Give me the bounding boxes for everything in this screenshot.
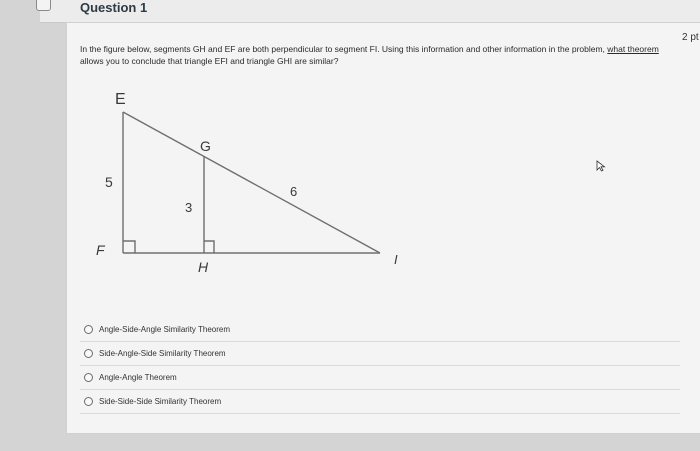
answer-option-sas[interactable] — [80, 342, 680, 366]
question-title: Question 1 — [80, 0, 148, 15]
right-angle-marker-f — [123, 241, 135, 253]
segment-ei — [123, 112, 380, 253]
answer-list — [80, 318, 680, 414]
radio-button[interactable] — [84, 325, 93, 334]
measure-gi: 6 — [290, 184, 298, 199]
mouse-cursor-icon — [596, 160, 606, 172]
measure-ef: 5 — [105, 174, 113, 190]
radio-button[interactable] — [84, 397, 93, 406]
label-e: E — [115, 91, 126, 108]
label-i: I — [394, 252, 398, 267]
radio-button[interactable] — [84, 349, 93, 358]
answer-label: Side-Angle-Side Similarity Theorem — [99, 349, 226, 358]
measure-gh: 3 — [185, 200, 193, 215]
label-g: G — [200, 138, 211, 154]
points-label: 2 pt — [682, 32, 699, 43]
question-text-part-1: In the figure below, segments GH and EF are both perpendicular to segment FI. Using this information and other information in the problem, — [80, 44, 608, 54]
answer-option-sss[interactable] — [80, 390, 680, 414]
answer-label: Side-Side-Side Similarity Theorem — [99, 397, 222, 406]
label-h: H — [198, 259, 209, 275]
answer-option-asa[interactable] — [80, 318, 680, 342]
label-f: F — [96, 242, 105, 258]
question-text-underlined: what theorem — [607, 44, 659, 54]
right-angle-marker-h — [204, 241, 214, 253]
question-text-part-2: allows you to conclude that triangle EFI and triangle GHI are similar? — [80, 56, 339, 66]
answer-label: Angle-Side-Angle Similarity Theorem — [99, 325, 231, 334]
answer-option-aa[interactable] — [80, 366, 680, 390]
answer-label: Angle-Angle Theorem — [99, 373, 177, 382]
radio-button[interactable] — [84, 373, 93, 382]
